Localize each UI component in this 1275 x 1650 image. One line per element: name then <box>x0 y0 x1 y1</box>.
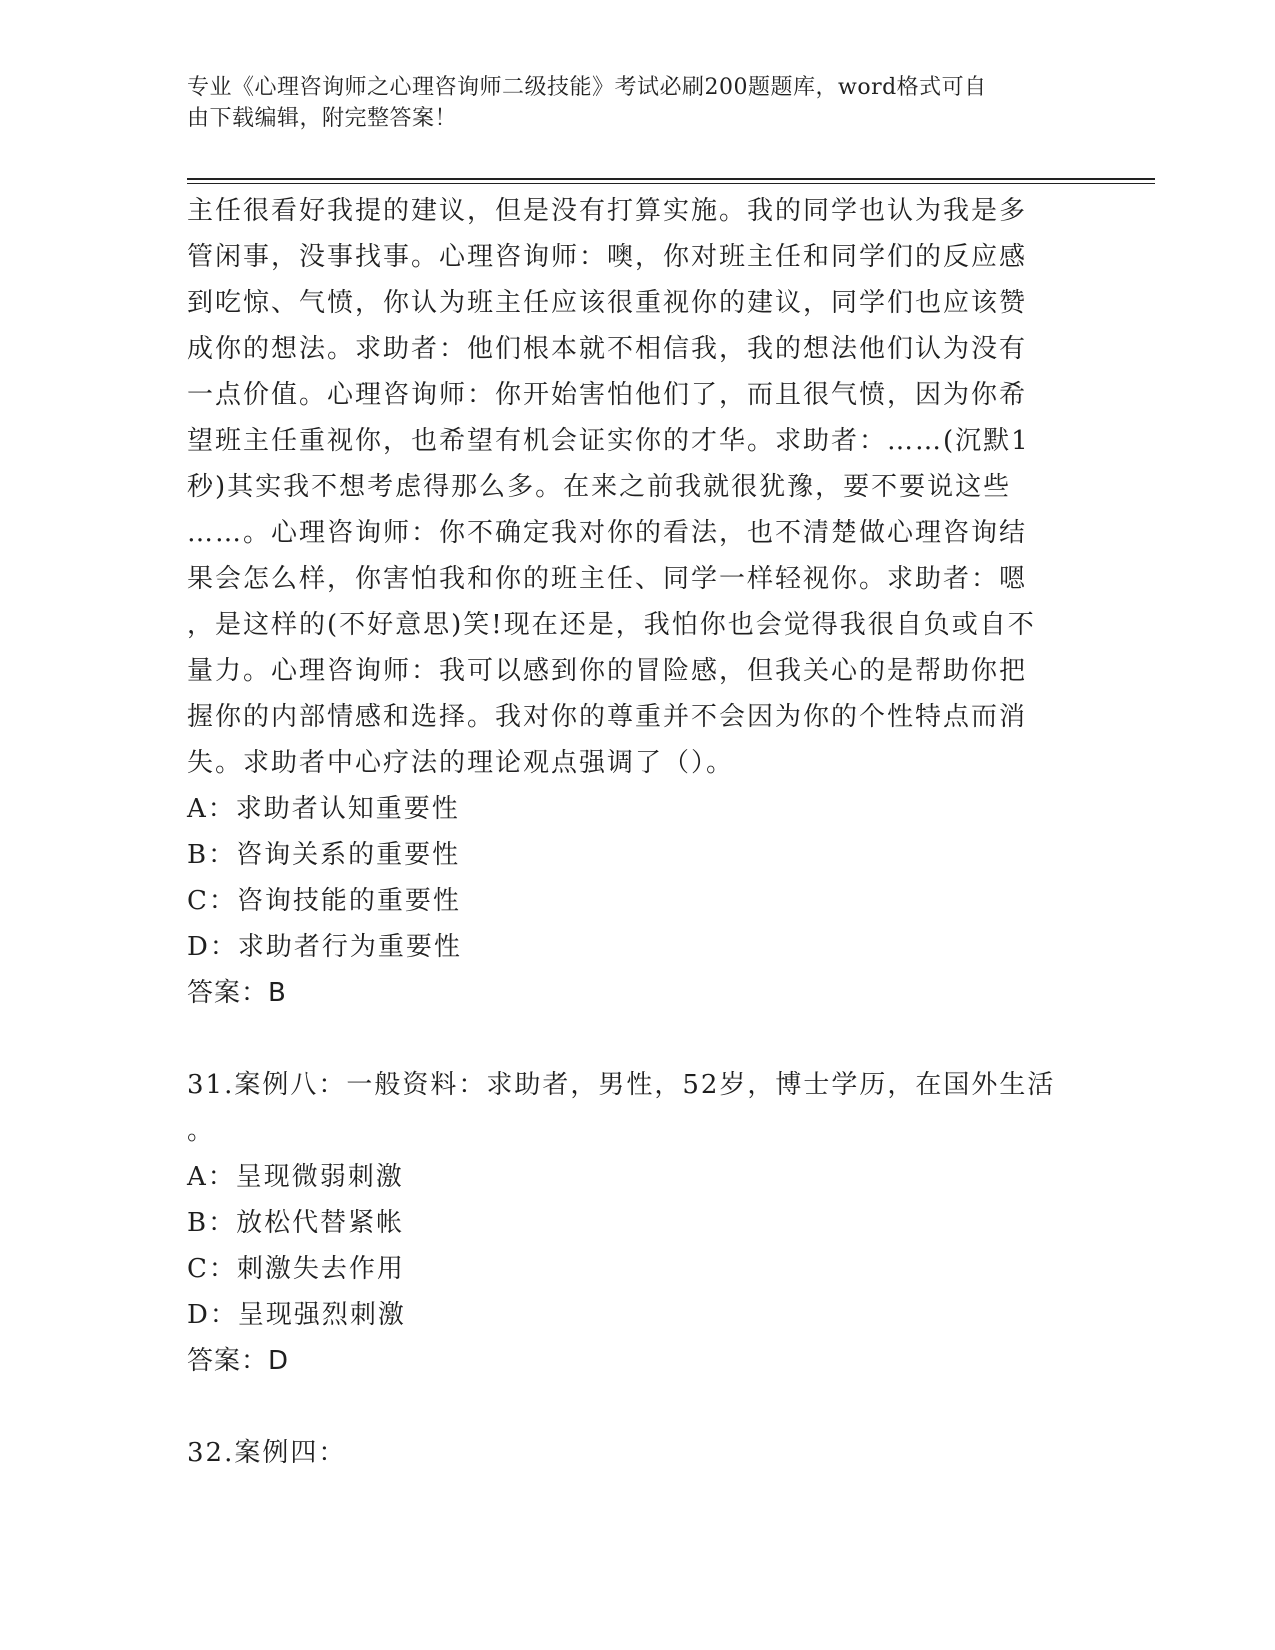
question-31 <box>187 1062 1087 1384</box>
passage-line: 握你的内部情感和选择。我对你的尊重并不会因为你的个性特点而消 <box>187 702 1028 732</box>
option-a: A：求助者认知重要性 <box>187 794 460 824</box>
q32-stem: 32.案例四： <box>187 1438 347 1468</box>
passage-line: 到吃惊、气愤，你认为班主任应该很重视你的建议，同学们也应该赞 <box>187 288 1028 318</box>
passage-line: ，是这样的(不好意思)笑!现在还是，我怕你也会觉得我很自负或自不 <box>187 610 1036 640</box>
passage-line: 管闲事，没事找事。心理咨询师：噢，你对班主任和同学们的反应感 <box>187 242 1028 272</box>
q31-stem-line-2: 。 <box>187 1116 216 1146</box>
passage-line: 量力。心理咨询师：我可以感到你的冒险感，但我关心的是帮助你把 <box>187 656 1028 686</box>
option-c: C：刺激失去作用 <box>187 1254 405 1284</box>
passage <box>187 188 1087 786</box>
option-c: C：咨询技能的重要性 <box>187 886 461 916</box>
q31-answer: 答案：D <box>187 1346 290 1376</box>
document-header <box>187 72 1087 134</box>
q30-options <box>187 786 1087 970</box>
passage-line: ……。心理咨询师：你不确定我对你的看法，也不清楚做心理咨询结 <box>187 518 1028 548</box>
header-title-line-2: 由下载编辑，附完整答案！ <box>187 106 458 131</box>
q30-answer: 答案：B <box>187 978 287 1008</box>
q31-stem-line-1: 31.案例八：一般资料：求助者，男性，52岁，博士学历，在国外生活 <box>187 1070 1056 1100</box>
spacer <box>187 1016 1087 1062</box>
passage-line: 成你的想法。求助者：他们根本就不相信我，我的想法他们认为没有 <box>187 334 1028 364</box>
option-d: D：求助者行为重要性 <box>187 932 462 962</box>
header-title-line-1: 专业《心理咨询师之心理咨询师二级技能》考试必刷200题题库，word格式可自 <box>187 75 987 100</box>
passage-line: 主任很看好我提的建议，但是没有打算实施。我的同学也认为我是多 <box>187 196 1028 226</box>
question-32 <box>187 1430 1087 1476</box>
header-divider-thick <box>187 178 1155 180</box>
spacer <box>187 1384 1087 1430</box>
passage-line: 失。求助者中心疗法的理论观点强调了（）。 <box>187 748 735 778</box>
passage-line: 果会怎么样，你害怕我和你的班主任、同学一样轻视你。求助者：嗯 <box>187 564 1028 594</box>
passage-line: 秒)其实我不想考虑得那么多。在来之前我就很犹豫，要不要说这些 <box>187 472 1012 502</box>
option-b: B：咨询关系的重要性 <box>187 840 461 870</box>
passage-line: 望班主任重视你，也希望有机会证实你的才华。求助者：……(沉默1 <box>187 426 1030 456</box>
document-body <box>187 188 1087 1476</box>
option-d: D：呈现强烈刺激 <box>187 1300 406 1330</box>
header-divider-thin <box>187 183 1155 184</box>
option-b: B：放松代替紧帐 <box>187 1208 405 1238</box>
option-a: A：呈现微弱刺激 <box>187 1162 404 1192</box>
passage-line: 一点价值。心理咨询师：你开始害怕他们了，而且很气愤，因为你希 <box>187 380 1028 410</box>
